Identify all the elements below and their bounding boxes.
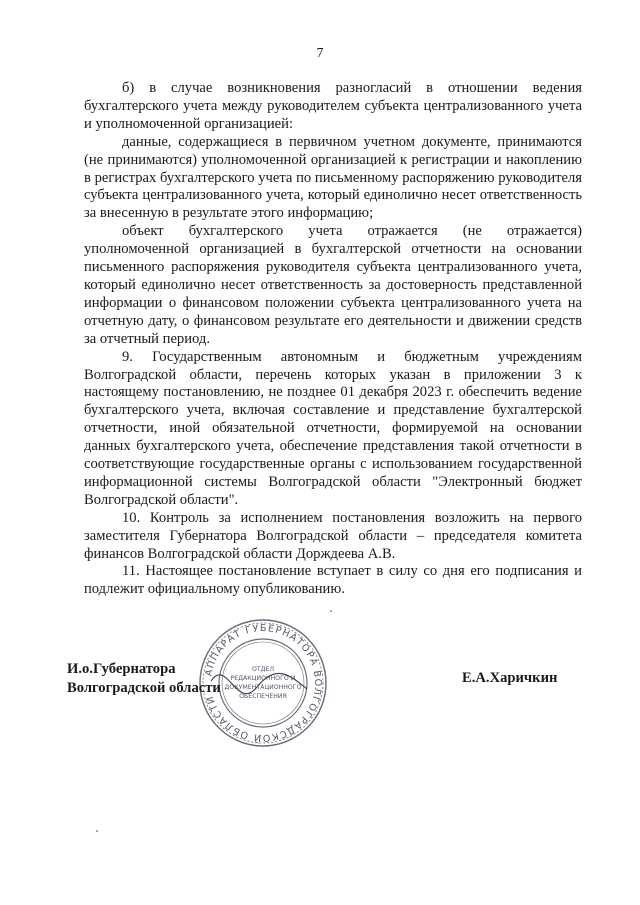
page-number: 7 (316, 46, 324, 61)
paragraph-9: 9. Государственным автономным и бюджетным учреждениям Волгоградской области, перечень которых указан в приложении 3 к настоящему постановлению, не позднее 01 декабря 2023 г. обеспечить ведение бухгалтерского учета, включая составление и представление бухгалтерской отчетности, иной обязательной отчетности, формируемой на основании данных бухгалтерского учета, обеспечение представления такой отчетности в соответствующие государственные органы с использованием государственной информационной системы Волгоградской области "Электронный бюджет Волгоградской области". (84, 348, 582, 508)
paragraph-accounting-object: объект бухгалтерского учета отражается (не отражается) уполномоченной организацией в бухгалтерской отчетности на основании письменного распоряжения руководителя субъекта централизованного учета, который единолично несет ответственность за достоверность представленной информации о финансовом положении субъекта централизованного учета на отчетную дату, о финансовом результате его деятельности и движении средств за отчетный период. (84, 223, 582, 347)
signatory-name: Е.А.Харичкин (462, 670, 558, 686)
stamp-center-line-3: ДОКУМЕНТАЦИОННОГО (224, 684, 302, 691)
signature-title-line-2: Волгоградской области (67, 680, 221, 696)
paragraph-11: 11. Настоящее постановление вступает в силу со дня его подписания и подлежит официальному опубликованию. (84, 563, 582, 598)
paragraph-b: б) в случае возникновения разногласий в отношении ведения бухгалтерского учета между руководителем субъекта централизованного учета и уполномоченной организацией: (84, 80, 582, 132)
paragraph-primary-document: данные, содержащиеся в первичном учетном документе, принимаются (не принимаются) уполномоченной организацией к регистрации и накоплению в регистрах бухгалтерского учета по письменному распоряжению руководителя субъекта централизованного учета, который единолично несет ответственность за внесенную в результате этого информацию; (84, 133, 582, 222)
stamp-center-line-4: ОБЕСПЕЧЕНИЯ (239, 693, 287, 700)
signature-title (67, 660, 221, 698)
stamp-ring-text: АППАРАТ ГУБЕРНАТОРА ВОЛГОГРАДСКОЙ ОБЛАСТИ (203, 622, 324, 744)
stamp-center-line-2: РЕДАКЦИОННОГО И (230, 675, 296, 682)
paragraph-10: 10. Контроль за исполнением постановления возложить на первого заместителя Губернатора Волгоградской области – председателя комитета финансов Волгоградской области Дорждеева А.В. (84, 509, 582, 562)
document-body (84, 80, 582, 599)
scan-speck (96, 830, 98, 832)
scan-speck (330, 610, 332, 612)
stamp-center-line-1: ОТДЕЛ (251, 666, 275, 673)
signature-title-line-1: И.о.Губернатора (67, 661, 176, 677)
